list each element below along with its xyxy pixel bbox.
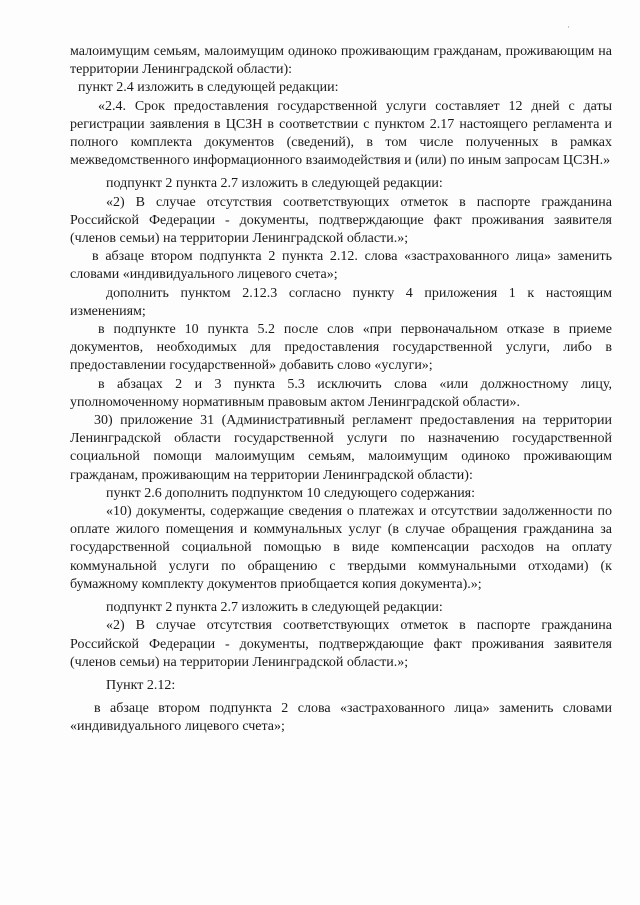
paragraph: «2.4. Срок предоставления государственной услуги составляет 12 дней с даты регистрации заявления в ЦСЗН в соответствии с пунктом 2.17 настоящего регламента и полного комплекта документов (сведений), в том числе полученных в рамках межведомственного информационного взаимодействия и (или) по иным запросам ЦСЗН.» xyxy=(70,98,612,169)
paragraph: «2) В случае отсутствия соответствующих отметок в паспорте гражданина Российской Федерации - документы, подтверждающие факт проживания заявителя (членов семьи) на территории Ленинградской области.»; xyxy=(70,194,612,247)
paragraph: в абзаце втором подпункта 2 слова «застрахованного лица» заменить словами «индивидуального лицевого счета»; xyxy=(70,701,612,735)
paragraph: «10) документы, содержащие сведения о платежах и отсутствии задолженности по оплате жилого помещения и коммунальных услуг (в случае обращения гражданина за государственной социальной помощью в виде компенсации расходов на оплату коммунальной услуги по обращению с твердыми коммунальными отходами) (к бумажному комплекту документов приобщается копия документа).»; xyxy=(70,504,612,592)
paragraph: подпункт 2 пункта 2.7 изложить в следующей редакции: xyxy=(106,600,443,616)
scan-mark: · xyxy=(567,22,570,32)
paragraph: в абзацах 2 и 3 пункта 5.3 исключить слова «или должностному лицу, уполномоченному нормативным правовым актом Ленинградской области». xyxy=(70,376,612,410)
paragraph: 30) приложение 31 (Административный регламент предоставления на территории Ленинградской области государственной услуги по назначению государственной социальной помощи малоимущим семьям, малоимущим одиноко проживающим гражданам, проживающим на территории Ленинградской области): xyxy=(70,413,612,483)
paragraph: подпункт 2 пункта 2.7 изложить в следующей редакции: xyxy=(106,176,443,192)
paragraph: Пункт 2.12: xyxy=(106,677,176,693)
paragraph: «2) В случае отсутствия соответствующих отметок в паспорте гражданина Российской Федерации - документы, подтверждающие факт проживания заявителя (членов семьи) на территории Ленинградской области.»; xyxy=(70,618,612,670)
paragraph: дополнить пунктом 2.12.3 согласно пункту 4 приложения 1 к настоящим изменениям; xyxy=(70,285,612,319)
paragraph: пункт 2.4 изложить в следующей редакции: xyxy=(78,80,339,96)
document-body xyxy=(70,43,612,737)
paragraph: в абзаце втором подпункта 2 пункта 2.12. слова «застрахованного лица» заменить словами «индивидуального лицевого счета»; xyxy=(70,249,612,283)
paragraph: малоимущим семьям, малоимущим одиноко проживающим гражданам, проживающим на территории Ленинградской области): xyxy=(70,44,612,78)
paragraph: в подпункте 10 пункта 5.2 после слов «при первоначальном отказе в приеме документов, необходимых для предоставления государственной услуги, либо в предоставлении государственной» добавить слово «услуги»; xyxy=(70,322,612,374)
paragraph: пункт 2.6 дополнить подпунктом 10 следующего содержания: xyxy=(106,485,476,501)
